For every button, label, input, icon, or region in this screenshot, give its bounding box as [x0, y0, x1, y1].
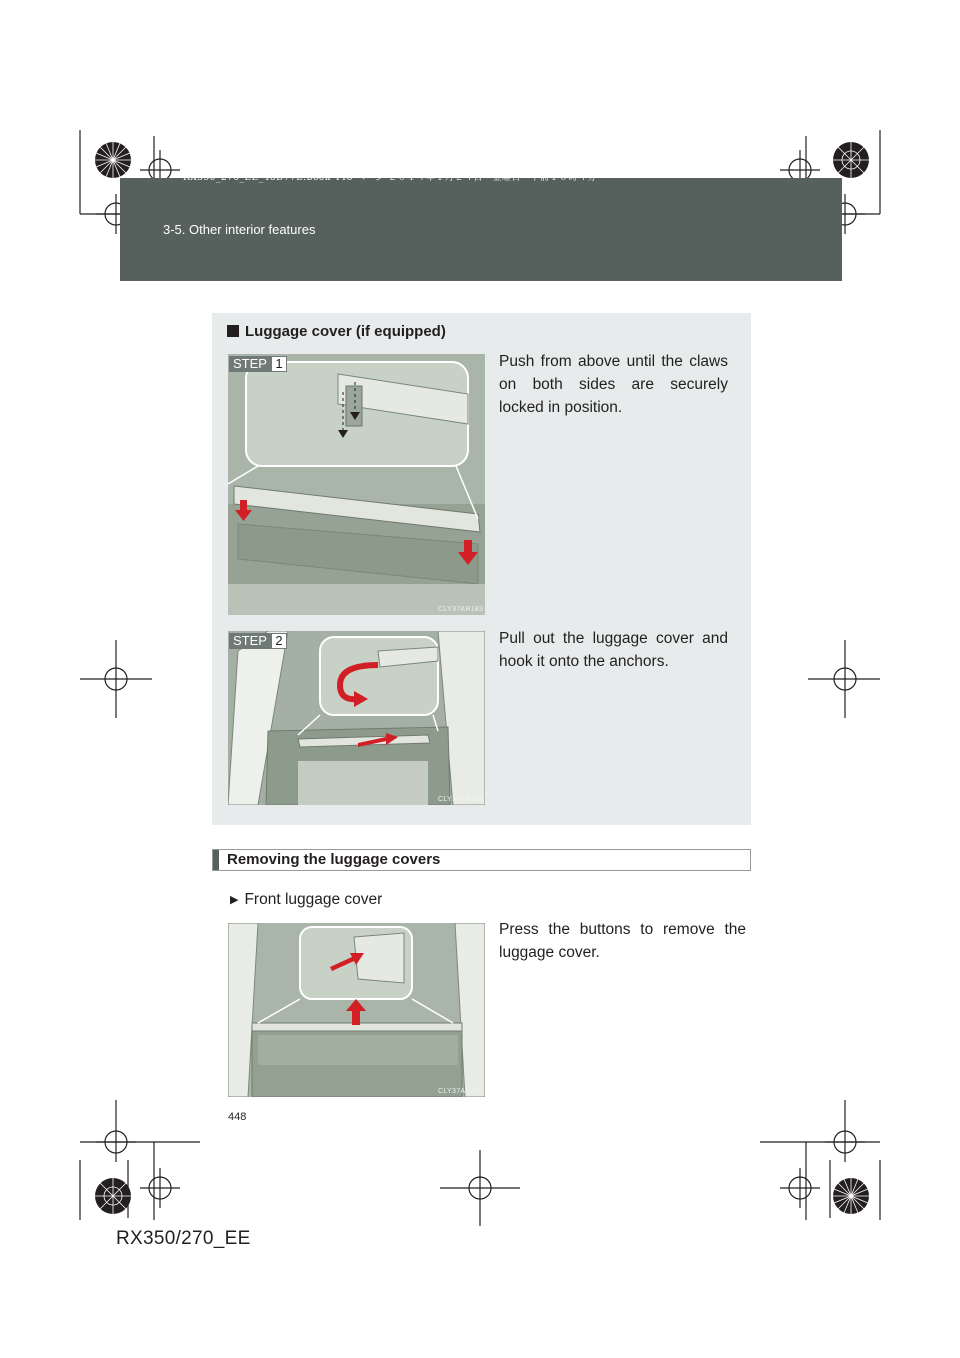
step-number: 1 — [271, 356, 287, 372]
step2-illustration — [228, 631, 485, 805]
radial-target-bottom-left-icon — [95, 1178, 131, 1214]
step1-illustration — [228, 354, 485, 615]
print-info: RX350_270_EE_48D77E.book 448 ページ ２０１４年１月２４日 金曜日 午前１０時４分 — [183, 173, 597, 183]
crosshair-middle-right-icon — [808, 640, 880, 718]
image-code: CLY37AR185 — [438, 1088, 484, 1095]
model-code: RX350/270_EE — [116, 1228, 251, 1249]
removing-heading-text: Removing the luggage covers — [227, 851, 441, 868]
step-number: 2 — [271, 633, 287, 649]
step1-label — [229, 356, 287, 372]
crosshair-bottom-center-icon — [440, 1150, 520, 1226]
radial-target-top-right-icon — [833, 142, 869, 178]
step1-text: Push from above until the claws on both sides are securely locked in position. — [499, 353, 728, 416]
image-code: CLY37AR184 — [438, 796, 484, 803]
panel-heading-text: Luggage cover (if equipped) — [245, 323, 446, 340]
step-word: STEP — [229, 633, 271, 649]
triangle-bullet-icon: ▶ — [230, 894, 239, 906]
crosshair-middle-left-icon — [80, 640, 152, 718]
heading-accent-bar — [213, 850, 219, 870]
front-cover-text: Press the buttons to remove the luggage cover. — [499, 921, 746, 961]
radial-target-bottom-right-icon — [833, 1178, 869, 1214]
step2-text: Pull out the luggage cover and hook it onto the anchors. — [499, 630, 728, 670]
panel-heading — [227, 323, 446, 340]
front-cover-bullet — [230, 891, 382, 909]
step-word: STEP — [229, 356, 271, 372]
section-title: 3-5. Other interior features — [163, 222, 316, 237]
removing-heading — [212, 849, 751, 871]
step2-label — [229, 633, 287, 649]
page-number: 448 — [228, 1111, 247, 1123]
bullet-text: Front luggage cover — [244, 891, 383, 908]
front-cover-illustration — [228, 923, 485, 1097]
square-bullet-icon — [227, 325, 239, 337]
image-code: CLY37AR183 — [438, 606, 484, 613]
radial-target-top-left-icon — [95, 142, 131, 178]
